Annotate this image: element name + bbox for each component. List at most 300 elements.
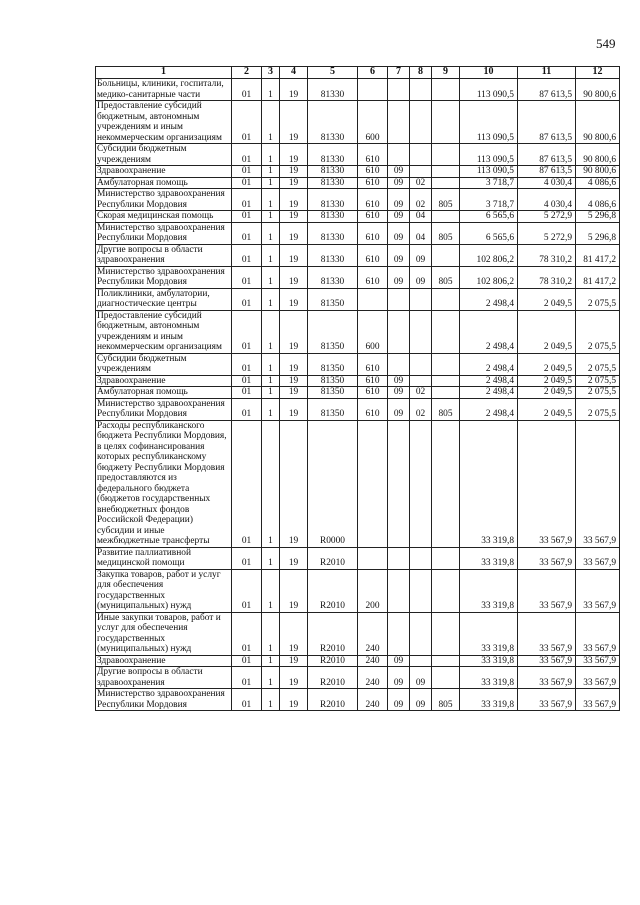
column-header: 6 bbox=[358, 67, 388, 79]
code-cell: 1 bbox=[262, 288, 280, 310]
table-row bbox=[96, 655, 620, 667]
amount-cell: 2 498,4 bbox=[460, 375, 518, 387]
code-cell: 81330 bbox=[308, 244, 358, 266]
amount-cell: 33 319,8 bbox=[460, 547, 518, 569]
table-row bbox=[96, 144, 620, 166]
code-cell: 19 bbox=[280, 101, 308, 144]
amount-cell: 5 296,8 bbox=[576, 211, 620, 223]
code-cell: 1 bbox=[262, 101, 280, 144]
code-cell: 19 bbox=[280, 310, 308, 353]
amount-cell: 4 030,4 bbox=[518, 177, 576, 189]
code-cell bbox=[410, 375, 432, 387]
amount-cell: 33 567,9 bbox=[576, 655, 620, 667]
code-cell: 610 bbox=[358, 387, 388, 399]
column-header: 5 bbox=[308, 67, 358, 79]
code-cell bbox=[432, 667, 460, 689]
code-cell: 09 bbox=[388, 177, 410, 189]
amount-cell: 4 086,6 bbox=[576, 177, 620, 189]
code-cell: 04 bbox=[410, 211, 432, 223]
code-cell: 19 bbox=[280, 398, 308, 420]
code-cell: 81330 bbox=[308, 266, 358, 288]
amount-cell: 102 806,2 bbox=[460, 244, 518, 266]
code-cell: 610 bbox=[358, 244, 388, 266]
item-name-cell: Закупка товаров, работ и услуг для обеспечения государственных (муниципальных) нужд bbox=[96, 569, 232, 612]
amount-cell: 33 567,9 bbox=[576, 667, 620, 689]
amount-cell: 33 567,9 bbox=[518, 547, 576, 569]
amount-cell: 6 565,6 bbox=[460, 211, 518, 223]
code-cell: 01 bbox=[232, 612, 262, 655]
header-row bbox=[96, 67, 620, 79]
amount-cell: 33 567,9 bbox=[518, 667, 576, 689]
amount-cell: 33 567,9 bbox=[576, 547, 620, 569]
code-cell: 19 bbox=[280, 387, 308, 399]
code-cell: 1 bbox=[262, 166, 280, 178]
code-cell bbox=[410, 101, 432, 144]
amount-cell: 33 567,9 bbox=[518, 689, 576, 711]
code-cell: 09 bbox=[388, 266, 410, 288]
code-cell bbox=[388, 144, 410, 166]
code-cell: 1 bbox=[262, 353, 280, 375]
column-header: 10 bbox=[460, 67, 518, 79]
amount-cell: 33 319,8 bbox=[460, 655, 518, 667]
code-cell: 19 bbox=[280, 244, 308, 266]
code-cell: R2010 bbox=[308, 689, 358, 711]
code-cell: 01 bbox=[232, 166, 262, 178]
code-cell: 09 bbox=[388, 667, 410, 689]
code-cell: 610 bbox=[358, 266, 388, 288]
code-cell bbox=[432, 177, 460, 189]
code-cell: 81350 bbox=[308, 375, 358, 387]
code-cell bbox=[388, 310, 410, 353]
code-cell bbox=[410, 353, 432, 375]
amount-cell: 2 075,5 bbox=[576, 288, 620, 310]
code-cell bbox=[432, 79, 460, 101]
amount-cell: 3 718,7 bbox=[460, 177, 518, 189]
code-cell: 01 bbox=[232, 569, 262, 612]
table-row bbox=[96, 689, 620, 711]
code-cell: 1 bbox=[262, 177, 280, 189]
code-cell: 610 bbox=[358, 211, 388, 223]
code-cell bbox=[410, 612, 432, 655]
code-cell bbox=[358, 420, 388, 547]
code-cell: 200 bbox=[358, 569, 388, 612]
amount-cell: 2 498,4 bbox=[460, 398, 518, 420]
column-header: 12 bbox=[576, 67, 620, 79]
table-row bbox=[96, 101, 620, 144]
code-cell: 81330 bbox=[308, 177, 358, 189]
amount-cell: 81 417,2 bbox=[576, 266, 620, 288]
code-cell: 09 bbox=[410, 244, 432, 266]
code-cell: 610 bbox=[358, 166, 388, 178]
item-name-cell: Поликлиники, амбулатории, диагностические центры bbox=[96, 288, 232, 310]
table-row bbox=[96, 310, 620, 353]
table-row bbox=[96, 569, 620, 612]
code-cell: 01 bbox=[232, 222, 262, 244]
code-cell bbox=[410, 547, 432, 569]
code-cell: 1 bbox=[262, 189, 280, 211]
item-name-cell: Здравоохранение bbox=[96, 166, 232, 178]
amount-cell: 113 090,5 bbox=[460, 79, 518, 101]
code-cell: 01 bbox=[232, 655, 262, 667]
code-cell bbox=[432, 211, 460, 223]
table-row bbox=[96, 398, 620, 420]
code-cell: 81330 bbox=[308, 79, 358, 101]
code-cell: 81330 bbox=[308, 189, 358, 211]
code-cell: 1 bbox=[262, 211, 280, 223]
code-cell: 19 bbox=[280, 547, 308, 569]
item-name-cell: Другие вопросы в области здравоохранения bbox=[96, 667, 232, 689]
amount-cell: 87 613,5 bbox=[518, 166, 576, 178]
code-cell bbox=[432, 101, 460, 144]
code-cell: 09 bbox=[388, 211, 410, 223]
item-name-cell: Другие вопросы в области здравоохранения bbox=[96, 244, 232, 266]
item-name-cell: Министерство здравоохранения Республики Мордовия bbox=[96, 222, 232, 244]
column-header: 4 bbox=[280, 67, 308, 79]
table-row bbox=[96, 222, 620, 244]
code-cell: 09 bbox=[388, 398, 410, 420]
code-cell: 09 bbox=[388, 244, 410, 266]
code-cell: 02 bbox=[410, 189, 432, 211]
code-cell bbox=[410, 79, 432, 101]
amount-cell: 33 567,9 bbox=[576, 569, 620, 612]
amount-cell: 2 049,5 bbox=[518, 310, 576, 353]
code-cell bbox=[410, 144, 432, 166]
code-cell: 19 bbox=[280, 211, 308, 223]
code-cell: 02 bbox=[410, 398, 432, 420]
code-cell: 240 bbox=[358, 612, 388, 655]
code-cell: 610 bbox=[358, 353, 388, 375]
amount-cell: 113 090,5 bbox=[460, 144, 518, 166]
code-cell: 01 bbox=[232, 144, 262, 166]
amount-cell: 2 498,4 bbox=[460, 288, 518, 310]
table-row bbox=[96, 79, 620, 101]
code-cell: 81350 bbox=[308, 288, 358, 310]
code-cell: 81350 bbox=[308, 387, 358, 399]
code-cell: 19 bbox=[280, 189, 308, 211]
code-cell: R2010 bbox=[308, 655, 358, 667]
table-row bbox=[96, 667, 620, 689]
code-cell bbox=[432, 612, 460, 655]
code-cell: 610 bbox=[358, 177, 388, 189]
code-cell: 1 bbox=[262, 689, 280, 711]
code-cell: 1 bbox=[262, 266, 280, 288]
item-name-cell: Амбулаторная помощь bbox=[96, 177, 232, 189]
code-cell: 19 bbox=[280, 166, 308, 178]
code-cell: 1 bbox=[262, 655, 280, 667]
code-cell: 19 bbox=[280, 689, 308, 711]
code-cell: 01 bbox=[232, 689, 262, 711]
amount-cell: 87 613,5 bbox=[518, 144, 576, 166]
item-name-cell: Больницы, клиники, госпитали, медико-санитарные части bbox=[96, 79, 232, 101]
amount-cell: 2 498,4 bbox=[460, 353, 518, 375]
code-cell: R0000 bbox=[308, 420, 358, 547]
item-name-cell: Предоставление субсидий бюджетным, автономным учреждениям и иным некоммерческим организациям bbox=[96, 310, 232, 353]
code-cell: R2010 bbox=[308, 612, 358, 655]
code-cell: 600 bbox=[358, 101, 388, 144]
code-cell: 805 bbox=[432, 189, 460, 211]
code-cell: 1 bbox=[262, 375, 280, 387]
amount-cell: 90 800,6 bbox=[576, 101, 620, 144]
code-cell: 02 bbox=[410, 387, 432, 399]
code-cell bbox=[432, 166, 460, 178]
code-cell: 1 bbox=[262, 612, 280, 655]
table-row bbox=[96, 420, 620, 547]
amount-cell: 4 030,4 bbox=[518, 189, 576, 211]
code-cell bbox=[432, 569, 460, 612]
amount-cell: 78 310,2 bbox=[518, 266, 576, 288]
table-row bbox=[96, 177, 620, 189]
code-cell: 19 bbox=[280, 144, 308, 166]
code-cell: 09 bbox=[388, 189, 410, 211]
code-cell: 81330 bbox=[308, 166, 358, 178]
table-row bbox=[96, 288, 620, 310]
code-cell: 19 bbox=[280, 375, 308, 387]
amount-cell: 2 075,5 bbox=[576, 353, 620, 375]
code-cell: 19 bbox=[280, 667, 308, 689]
item-name-cell: Предоставление субсидий бюджетным, автономным учреждениям и иным некоммерческим организациям bbox=[96, 101, 232, 144]
code-cell: 01 bbox=[232, 244, 262, 266]
code-cell bbox=[388, 420, 410, 547]
code-cell bbox=[432, 353, 460, 375]
code-cell: 09 bbox=[388, 222, 410, 244]
amount-cell: 33 567,9 bbox=[576, 420, 620, 547]
code-cell: 09 bbox=[388, 375, 410, 387]
code-cell: 81330 bbox=[308, 144, 358, 166]
item-name-cell: Субсидии бюджетным учреждениям bbox=[96, 353, 232, 375]
column-header: 7 bbox=[388, 67, 410, 79]
amount-cell: 87 613,5 bbox=[518, 79, 576, 101]
code-cell: 240 bbox=[358, 689, 388, 711]
code-cell: 81350 bbox=[308, 353, 358, 375]
code-cell: 19 bbox=[280, 655, 308, 667]
code-cell: 09 bbox=[410, 266, 432, 288]
amount-cell: 2 075,5 bbox=[576, 375, 620, 387]
code-cell: 805 bbox=[432, 266, 460, 288]
code-cell: 02 bbox=[410, 177, 432, 189]
code-cell: 610 bbox=[358, 189, 388, 211]
code-cell: 805 bbox=[432, 222, 460, 244]
amount-cell: 113 090,5 bbox=[460, 101, 518, 144]
amount-cell: 33 319,8 bbox=[460, 612, 518, 655]
table-row bbox=[96, 612, 620, 655]
code-cell bbox=[432, 420, 460, 547]
amount-cell: 102 806,2 bbox=[460, 266, 518, 288]
code-cell: 01 bbox=[232, 420, 262, 547]
item-name-cell: Министерство здравоохранения Республики Мордовия bbox=[96, 689, 232, 711]
code-cell: 1 bbox=[262, 79, 280, 101]
amount-cell: 3 718,7 bbox=[460, 189, 518, 211]
code-cell bbox=[388, 353, 410, 375]
amount-cell: 2 049,5 bbox=[518, 375, 576, 387]
column-header: 8 bbox=[410, 67, 432, 79]
code-cell bbox=[410, 166, 432, 178]
code-cell: 610 bbox=[358, 398, 388, 420]
amount-cell: 33 567,9 bbox=[576, 689, 620, 711]
code-cell: 240 bbox=[358, 667, 388, 689]
code-cell bbox=[388, 79, 410, 101]
code-cell: 01 bbox=[232, 667, 262, 689]
amount-cell: 2 049,5 bbox=[518, 398, 576, 420]
code-cell: 01 bbox=[232, 101, 262, 144]
code-cell: 09 bbox=[388, 689, 410, 711]
code-cell: 81330 bbox=[308, 211, 358, 223]
code-cell: 09 bbox=[388, 387, 410, 399]
page-number: 549 bbox=[596, 36, 616, 51]
code-cell: 19 bbox=[280, 569, 308, 612]
code-cell: R2010 bbox=[308, 667, 358, 689]
code-cell: 19 bbox=[280, 288, 308, 310]
table-row bbox=[96, 375, 620, 387]
amount-cell: 33 319,8 bbox=[460, 420, 518, 547]
amount-cell: 81 417,2 bbox=[576, 244, 620, 266]
code-cell: 04 bbox=[410, 222, 432, 244]
code-cell: 1 bbox=[262, 420, 280, 547]
code-cell bbox=[432, 310, 460, 353]
code-cell: 01 bbox=[232, 387, 262, 399]
amount-cell: 87 613,5 bbox=[518, 101, 576, 144]
code-cell: 81350 bbox=[308, 398, 358, 420]
code-cell: 01 bbox=[232, 177, 262, 189]
code-cell: 01 bbox=[232, 353, 262, 375]
code-cell: 09 bbox=[388, 655, 410, 667]
code-cell: 1 bbox=[262, 547, 280, 569]
amount-cell: 33 567,9 bbox=[518, 612, 576, 655]
column-header: 11 bbox=[518, 67, 576, 79]
code-cell: 1 bbox=[262, 222, 280, 244]
amount-cell: 90 800,6 bbox=[576, 144, 620, 166]
code-cell: 81330 bbox=[308, 222, 358, 244]
amount-cell: 2 498,4 bbox=[460, 310, 518, 353]
code-cell bbox=[432, 375, 460, 387]
table-row bbox=[96, 387, 620, 399]
code-cell: 1 bbox=[262, 144, 280, 166]
amount-cell: 2 075,5 bbox=[576, 387, 620, 399]
item-name-cell: Расходы республиканского бюджета Республики Мордовия, в целях софинансирования которых республиканскому бюджету Республики Мордовия предоставляются из федерального бюджета (бюджетов государственных внебюджетных фондов Российской Федерации) субсидии и иные межбюджетные трансферты bbox=[96, 420, 232, 547]
code-cell: 09 bbox=[410, 667, 432, 689]
code-cell bbox=[432, 144, 460, 166]
code-cell: 01 bbox=[232, 547, 262, 569]
code-cell bbox=[432, 655, 460, 667]
item-name-cell: Здравоохранение bbox=[96, 655, 232, 667]
code-cell: 01 bbox=[232, 310, 262, 353]
column-header: 2 bbox=[232, 67, 262, 79]
amount-cell: 113 090,5 bbox=[460, 166, 518, 178]
code-cell: 01 bbox=[232, 189, 262, 211]
code-cell bbox=[410, 569, 432, 612]
code-cell: 09 bbox=[410, 689, 432, 711]
code-cell: 610 bbox=[358, 144, 388, 166]
code-cell bbox=[358, 288, 388, 310]
code-cell bbox=[388, 569, 410, 612]
code-cell bbox=[358, 547, 388, 569]
code-cell: 1 bbox=[262, 569, 280, 612]
amount-cell: 2 498,4 bbox=[460, 387, 518, 399]
item-name-cell: Амбулаторная помощь bbox=[96, 387, 232, 399]
code-cell: 610 bbox=[358, 222, 388, 244]
table-row bbox=[96, 266, 620, 288]
item-name-cell: Здравоохранение bbox=[96, 375, 232, 387]
code-cell: 1 bbox=[262, 667, 280, 689]
item-name-cell: Министерство здравоохранения Республики Мордовия bbox=[96, 398, 232, 420]
table-row bbox=[96, 547, 620, 569]
code-cell: 19 bbox=[280, 420, 308, 547]
code-cell: 805 bbox=[432, 689, 460, 711]
item-name-cell: Скорая медицинская помощь bbox=[96, 211, 232, 223]
code-cell: 1 bbox=[262, 387, 280, 399]
table-body bbox=[96, 79, 620, 711]
item-name-cell: Министерство здравоохранения Республики Мордовия bbox=[96, 189, 232, 211]
table-row bbox=[96, 189, 620, 211]
amount-cell: 33 319,8 bbox=[460, 569, 518, 612]
item-name-cell: Министерство здравоохранения Республики Мордовия bbox=[96, 266, 232, 288]
code-cell: 81330 bbox=[308, 101, 358, 144]
code-cell: 1 bbox=[262, 310, 280, 353]
amount-cell: 90 800,6 bbox=[576, 79, 620, 101]
code-cell: 01 bbox=[232, 211, 262, 223]
amount-cell: 5 272,9 bbox=[518, 222, 576, 244]
table-row bbox=[96, 244, 620, 266]
code-cell bbox=[410, 655, 432, 667]
code-cell: 19 bbox=[280, 612, 308, 655]
budget-table bbox=[95, 66, 620, 711]
code-cell: 01 bbox=[232, 375, 262, 387]
code-cell: 19 bbox=[280, 222, 308, 244]
code-cell: 240 bbox=[358, 655, 388, 667]
amount-cell: 33 567,9 bbox=[576, 612, 620, 655]
code-cell: 01 bbox=[232, 398, 262, 420]
code-cell: 610 bbox=[358, 375, 388, 387]
amount-cell: 2 075,5 bbox=[576, 398, 620, 420]
code-cell: 600 bbox=[358, 310, 388, 353]
code-cell: R2010 bbox=[308, 547, 358, 569]
code-cell: 19 bbox=[280, 266, 308, 288]
code-cell: 01 bbox=[232, 288, 262, 310]
amount-cell: 33 567,9 bbox=[518, 655, 576, 667]
amount-cell: 5 296,8 bbox=[576, 222, 620, 244]
amount-cell: 2 049,5 bbox=[518, 353, 576, 375]
code-cell: 805 bbox=[432, 398, 460, 420]
item-name-cell: Иные закупки товаров, работ и услуг для обеспечения государственных (муниципальных) нужд bbox=[96, 612, 232, 655]
code-cell bbox=[410, 420, 432, 547]
code-cell bbox=[388, 612, 410, 655]
code-cell bbox=[388, 288, 410, 310]
table-row bbox=[96, 211, 620, 223]
item-name-cell: Субсидии бюджетным учреждениям bbox=[96, 144, 232, 166]
code-cell bbox=[432, 547, 460, 569]
code-cell: 19 bbox=[280, 177, 308, 189]
amount-cell: 6 565,6 bbox=[460, 222, 518, 244]
amount-cell: 33 567,9 bbox=[518, 569, 576, 612]
code-cell bbox=[432, 244, 460, 266]
code-cell bbox=[410, 310, 432, 353]
amount-cell: 2 049,5 bbox=[518, 288, 576, 310]
item-name-cell: Развитие паллиативной медицинской помощи bbox=[96, 547, 232, 569]
code-cell: 1 bbox=[262, 244, 280, 266]
code-cell bbox=[432, 288, 460, 310]
column-header: 3 bbox=[262, 67, 280, 79]
amount-cell: 2 049,5 bbox=[518, 387, 576, 399]
code-cell: 01 bbox=[232, 266, 262, 288]
code-cell: 19 bbox=[280, 353, 308, 375]
code-cell: 19 bbox=[280, 79, 308, 101]
amount-cell: 78 310,2 bbox=[518, 244, 576, 266]
amount-cell: 4 086,6 bbox=[576, 189, 620, 211]
amount-cell: 2 075,5 bbox=[576, 310, 620, 353]
amount-cell: 5 272,9 bbox=[518, 211, 576, 223]
code-cell bbox=[410, 288, 432, 310]
amount-cell: 33 567,9 bbox=[518, 420, 576, 547]
table-row bbox=[96, 166, 620, 178]
